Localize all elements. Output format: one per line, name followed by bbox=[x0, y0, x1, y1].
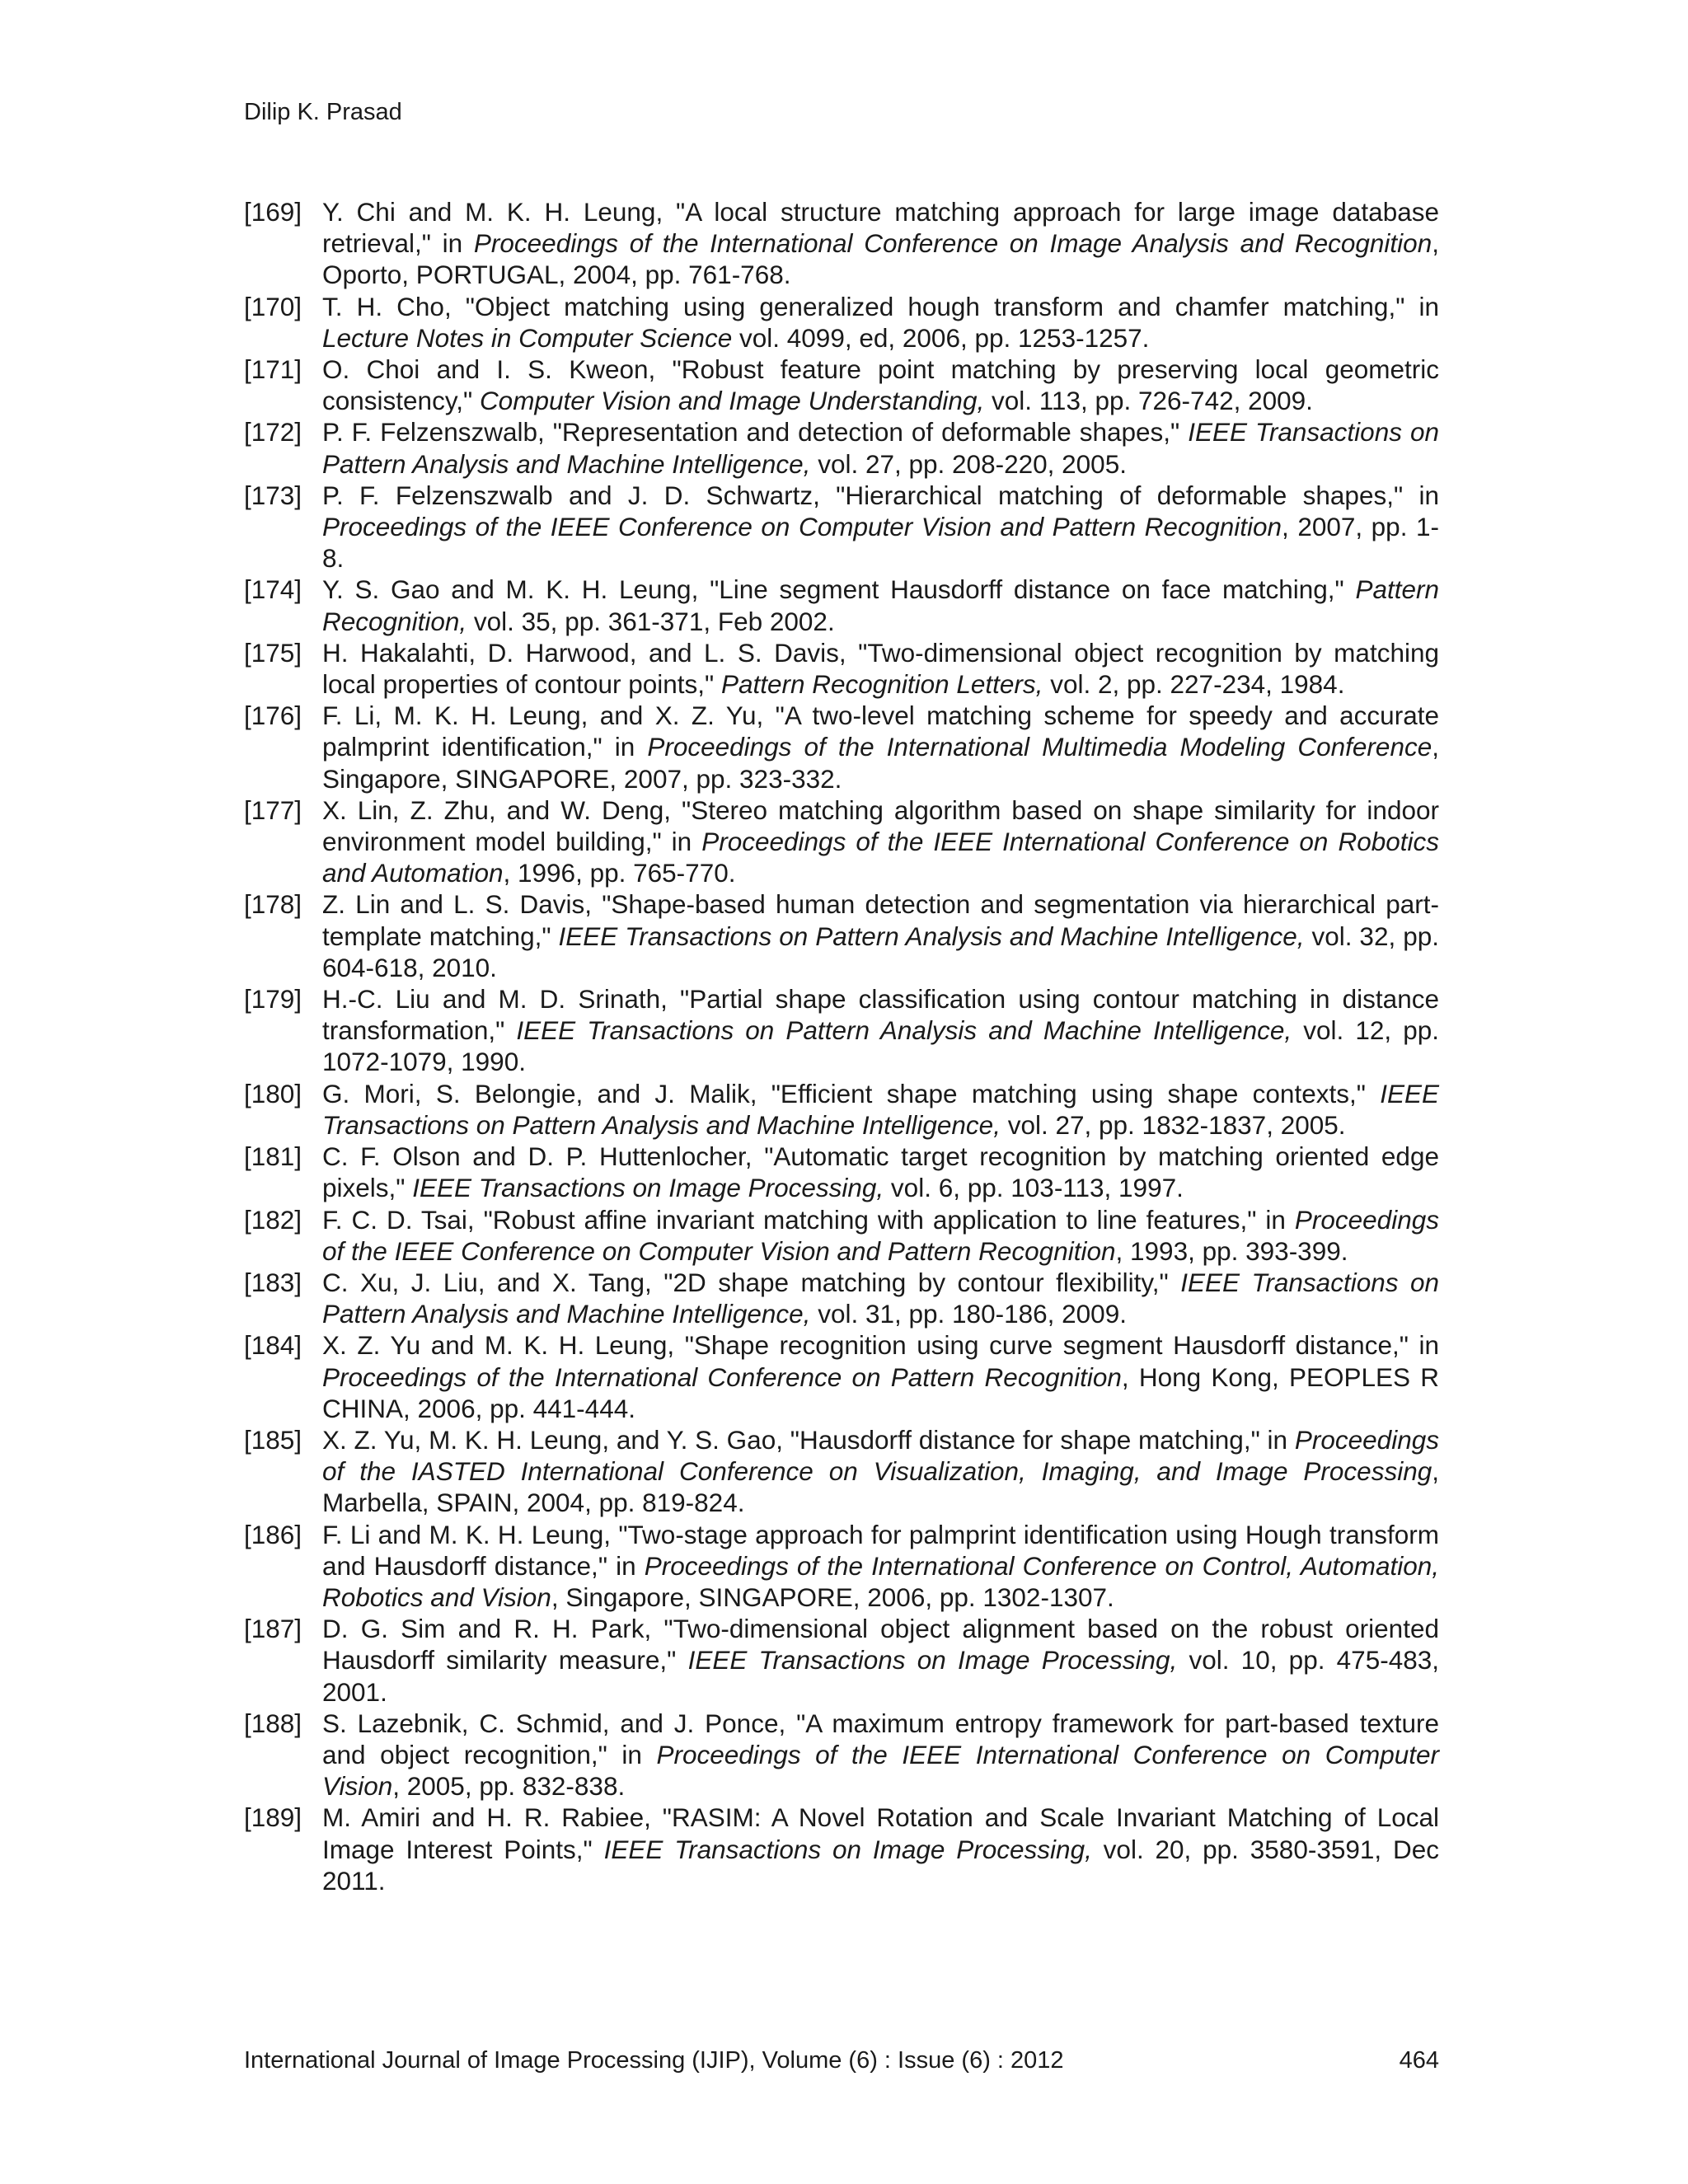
reference-segment: , 1996, pp. 765-770. bbox=[503, 858, 736, 888]
reference-venue: Proceedings of the IEEE Conference on Computer Vision and Pattern Recognition bbox=[322, 1204, 1439, 1266]
reference-segment: , Oporto, PORTUGAL, 2004, pp. 761-768. bbox=[322, 228, 1439, 290]
page-number: 464 bbox=[1399, 2047, 1439, 2074]
reference-number: [186] bbox=[244, 1519, 302, 1549]
running-header-author: Dilip K. Prasad bbox=[244, 99, 402, 125]
reference-entry bbox=[244, 637, 1439, 700]
reference-text bbox=[322, 1802, 1439, 1896]
reference-number: [182] bbox=[244, 1204, 302, 1235]
reference-venue: Computer Vision and Image Understanding, bbox=[479, 386, 985, 416]
reference-segment: Y. Chi and M. K. H. Leung, "A local structure matching approach for large image database retrieval," in bbox=[322, 197, 1439, 259]
reference-entry bbox=[244, 1141, 1439, 1203]
reference-venue: Proceedings of the IEEE International Conference on Robotics and Automation bbox=[322, 827, 1439, 888]
reference-segment: vol. 10, pp. 475-483, 2001. bbox=[322, 1645, 1440, 1707]
reference-entry bbox=[244, 888, 1439, 983]
reference-segment: , Singapore, SINGAPORE, 2006, pp. 1302-1307. bbox=[551, 1582, 1114, 1612]
reference-number: [172] bbox=[244, 417, 302, 448]
reference-venue: Proceedings of the International Conference on Image Analysis and Recognition bbox=[473, 228, 1432, 259]
reference-segment: X. Z. Yu and M. K. H. Leung, "Shape recognition using curve segment Hausdorff distance," in bbox=[322, 1330, 1439, 1361]
reference-segment: C. F. Olson and D. P. Huttenlocher, "Automatic target recognition by matching oriented edge pixels," bbox=[322, 1141, 1439, 1203]
reference-text bbox=[322, 700, 1439, 794]
reference-segment: S. Lazebnik, C. Schmid, and J. Ponce, "A maximum entropy framework for part-based texture and object recognition," in bbox=[322, 1708, 1439, 1769]
reference-text bbox=[322, 1078, 1439, 1141]
reference-segment: , 1993, pp. 393-399. bbox=[1115, 1235, 1348, 1266]
reference-number: [187] bbox=[244, 1614, 302, 1644]
reference-segment: vol. 27, pp. 1832-1837, 2005. bbox=[1000, 1109, 1346, 1140]
reference-segment: H. Hakalahti, D. Harwood, and L. S. Davis, "Two-dimensional object recognition by matching local properties of contour points," bbox=[322, 637, 1439, 700]
reference-venue: Proceedings of the IEEE International Conference on Computer Vision bbox=[322, 1739, 1439, 1802]
reference-text bbox=[322, 1424, 1439, 1519]
reference-entry bbox=[244, 1204, 1439, 1267]
footer-journal-name: International Journal of Image Processing (IJIP), Volume (6) : Issue (6) : 2012 bbox=[244, 2047, 1064, 2074]
reference-text bbox=[322, 1329, 1439, 1424]
reference-entry bbox=[244, 700, 1439, 794]
reference-number: [181] bbox=[244, 1141, 302, 1172]
reference-number: [178] bbox=[244, 889, 302, 920]
reference-entry bbox=[244, 574, 1439, 636]
reference-number: [183] bbox=[244, 1267, 302, 1297]
reference-number: [179] bbox=[244, 984, 302, 1015]
reference-segment: , 2007, pp. 1-8. bbox=[322, 512, 1439, 574]
reference-text bbox=[322, 291, 1439, 354]
reference-number: [180] bbox=[244, 1078, 302, 1108]
reference-venue: IEEE Transactions on Pattern Analysis and Machine Intelligence, bbox=[558, 921, 1305, 951]
reference-text bbox=[322, 983, 1439, 1078]
reference-entry bbox=[244, 1519, 1439, 1614]
reference-text bbox=[322, 196, 1439, 291]
page-footer bbox=[244, 2046, 1439, 2075]
reference-entry bbox=[244, 1802, 1439, 1896]
reference-text bbox=[322, 416, 1439, 479]
reference-segment: F. Li and M. K. H. Leung, "Two-stage approach for palmprint identification using Hough transform and Hausdorff distance," in bbox=[322, 1519, 1439, 1581]
reference-segment: vol. 20, pp. 3580-3591, Dec 2011. bbox=[322, 1834, 1440, 1896]
reference-venue: Pattern Recognition Letters, bbox=[720, 669, 1043, 700]
reference-venue: Lecture Notes in Computer Science bbox=[322, 322, 733, 353]
reference-venue: IEEE Transactions on Pattern Analysis and Machine Intelligence, bbox=[322, 1078, 1439, 1140]
reference-number: [169] bbox=[244, 197, 302, 227]
reference-text bbox=[322, 888, 1439, 983]
reference-text bbox=[322, 480, 1439, 574]
reference-segment: , Marbella, SPAIN, 2004, pp. 819-824. bbox=[322, 1456, 1439, 1518]
reference-segment: D. G. Sim and R. H. Park, "Two-dimensional object alignment based on the robust oriented Hausdorff similarity measure," bbox=[322, 1614, 1439, 1675]
reference-segment: P. F. Felzenszwalb, "Representation and detection of deformable shapes," bbox=[322, 417, 1189, 448]
reference-segment: F. Li, M. K. H. Leung, and X. Z. Yu, "A two-level matching scheme for speedy and accurate palmprint identification," in bbox=[322, 701, 1439, 762]
reference-venue: Pattern Recognition, bbox=[322, 574, 1439, 636]
reference-segment: vol. 12, pp. 1072-1079, 1990. bbox=[322, 1015, 1439, 1077]
reference-venue: Proceedings of the International Multimedia Modeling Conference bbox=[647, 732, 1432, 762]
reference-segment: vol. 27, pp. 208-220, 2005. bbox=[810, 448, 1127, 479]
reference-venue: IEEE Transactions on Image Processing, bbox=[412, 1173, 884, 1203]
reference-number: [184] bbox=[244, 1330, 302, 1361]
reference-venue: Proceedings of the International Conference on Control, Automation, Robotics and Vision bbox=[322, 1550, 1440, 1612]
reference-text bbox=[322, 354, 1439, 416]
reference-text bbox=[322, 1613, 1439, 1708]
reference-text bbox=[322, 1519, 1439, 1614]
reference-segment: G. Mori, S. Belongie, and J. Malik, "Efficient shape matching using shape contexts," bbox=[322, 1078, 1381, 1108]
reference-entry bbox=[244, 1078, 1439, 1141]
reference-segment: vol. 31, pp. 180-186, 2009. bbox=[810, 1299, 1127, 1329]
reference-venue: Proceedings of the IASTED International Conference on Visualization, Imaging, and Image Processing bbox=[322, 1424, 1439, 1487]
reference-number: [170] bbox=[244, 291, 302, 321]
reference-venue: IEEE Transactions on Pattern Analysis and Machine Intelligence, bbox=[516, 1015, 1292, 1046]
reference-number: [171] bbox=[244, 354, 302, 385]
reference-entry bbox=[244, 1267, 1439, 1329]
reference-entry bbox=[244, 1708, 1439, 1802]
reference-segment: F. C. D. Tsai, "Robust affine invariant matching with application to line features," in bbox=[322, 1204, 1295, 1235]
reference-segment: vol. 2, pp. 227-234, 1984. bbox=[1043, 669, 1345, 700]
reference-entry bbox=[244, 354, 1439, 416]
reference-number: [174] bbox=[244, 574, 302, 605]
reference-number: [177] bbox=[244, 794, 302, 825]
reference-segment: vol. 35, pp. 361-371, Feb 2002. bbox=[467, 606, 835, 636]
reference-number: [175] bbox=[244, 637, 302, 668]
reference-entry bbox=[244, 794, 1439, 889]
reference-list bbox=[244, 196, 1439, 1896]
reference-segment: O. Choi and I. S. Kweon, "Robust feature point matching by preserving local geometric consistency," bbox=[322, 354, 1439, 416]
reference-venue: Proceedings of the International Conference on Pattern Recognition bbox=[322, 1361, 1122, 1392]
reference-segment: X. Lin, Z. Zhu, and W. Deng, "Stereo matching algorithm based on shape similarity for indoor environment model building," in bbox=[322, 794, 1439, 857]
reference-text bbox=[322, 1708, 1439, 1802]
reference-segment: , 2005, pp. 832-838. bbox=[392, 1771, 626, 1802]
reference-text bbox=[322, 637, 1439, 700]
reference-text bbox=[322, 574, 1439, 636]
reference-number: [185] bbox=[244, 1424, 302, 1455]
reference-entry bbox=[244, 291, 1439, 354]
reference-segment: , Singapore, SINGAPORE, 2007, pp. 323-332. bbox=[322, 732, 1439, 794]
reference-segment: Z. Lin and L. S. Davis, "Shape-based human detection and segmentation via hierarchical part-template matching," bbox=[322, 889, 1439, 951]
reference-text bbox=[322, 1204, 1439, 1267]
reference-entry bbox=[244, 1613, 1439, 1708]
reference-number: [188] bbox=[244, 1708, 302, 1738]
reference-entry bbox=[244, 1329, 1439, 1424]
reference-entry bbox=[244, 1424, 1439, 1519]
reference-segment: C. Xu, J. Liu, and X. Tang, "2D shape matching by contour flexibility," bbox=[322, 1267, 1181, 1297]
reference-venue: IEEE Transactions on Pattern Analysis and Machine Intelligence, bbox=[322, 417, 1439, 479]
reference-segment: vol. 32, pp. 604-618, 2010. bbox=[322, 921, 1439, 982]
reference-text bbox=[322, 1267, 1439, 1329]
reference-segment: , Hong Kong, PEOPLES R CHINA, 2006, pp. 441-444. bbox=[322, 1361, 1440, 1423]
reference-venue: Proceedings of the IEEE Conference on Computer Vision and Pattern Recognition bbox=[322, 512, 1282, 542]
reference-venue: IEEE Transactions on Image Processing, bbox=[603, 1834, 1092, 1864]
reference-number: [176] bbox=[244, 701, 302, 731]
reference-number: [189] bbox=[244, 1802, 302, 1833]
reference-segment: T. H. Cho, "Object matching using generalized hough transform and chamfer matching," in bbox=[322, 291, 1439, 321]
reference-entry bbox=[244, 416, 1439, 479]
reference-entry bbox=[244, 480, 1439, 574]
reference-text bbox=[322, 794, 1439, 889]
reference-segment: X. Z. Yu, M. K. H. Leung, and Y. S. Gao, "Hausdorff distance for shape matching," in bbox=[322, 1424, 1295, 1455]
reference-venue: IEEE Transactions on Image Processing, bbox=[687, 1645, 1178, 1675]
reference-segment: vol. 113, pp. 726-742, 2009. bbox=[984, 386, 1313, 416]
reference-entry bbox=[244, 196, 1439, 291]
reference-segment: Y. S. Gao and M. K. H. Leung, "Line segment Hausdorff distance on face matching," bbox=[322, 574, 1356, 605]
reference-entry bbox=[244, 983, 1439, 1078]
reference-segment: H.-C. Liu and M. D. Srinath, "Partial shape classification using contour matching in distance transformation," bbox=[322, 984, 1439, 1046]
reference-text bbox=[322, 1141, 1439, 1203]
reference-segment: vol. 6, pp. 103-113, 1997. bbox=[884, 1173, 1184, 1203]
reference-segment: M. Amiri and H. R. Rabiee, "RASIM: A Novel Rotation and Scale Invariant Matching of Local Image Interest Points," bbox=[322, 1802, 1439, 1864]
reference-number: [173] bbox=[244, 480, 302, 510]
reference-segment: vol. 4099, ed, 2006, pp. 1253-1257. bbox=[732, 322, 1150, 353]
reference-segment: P. F. Felzenszwalb and J. D. Schwartz, "Hierarchical matching of deformable shapes," in bbox=[322, 480, 1439, 510]
reference-venue: IEEE Transactions on Pattern Analysis and Machine Intelligence, bbox=[322, 1267, 1440, 1329]
